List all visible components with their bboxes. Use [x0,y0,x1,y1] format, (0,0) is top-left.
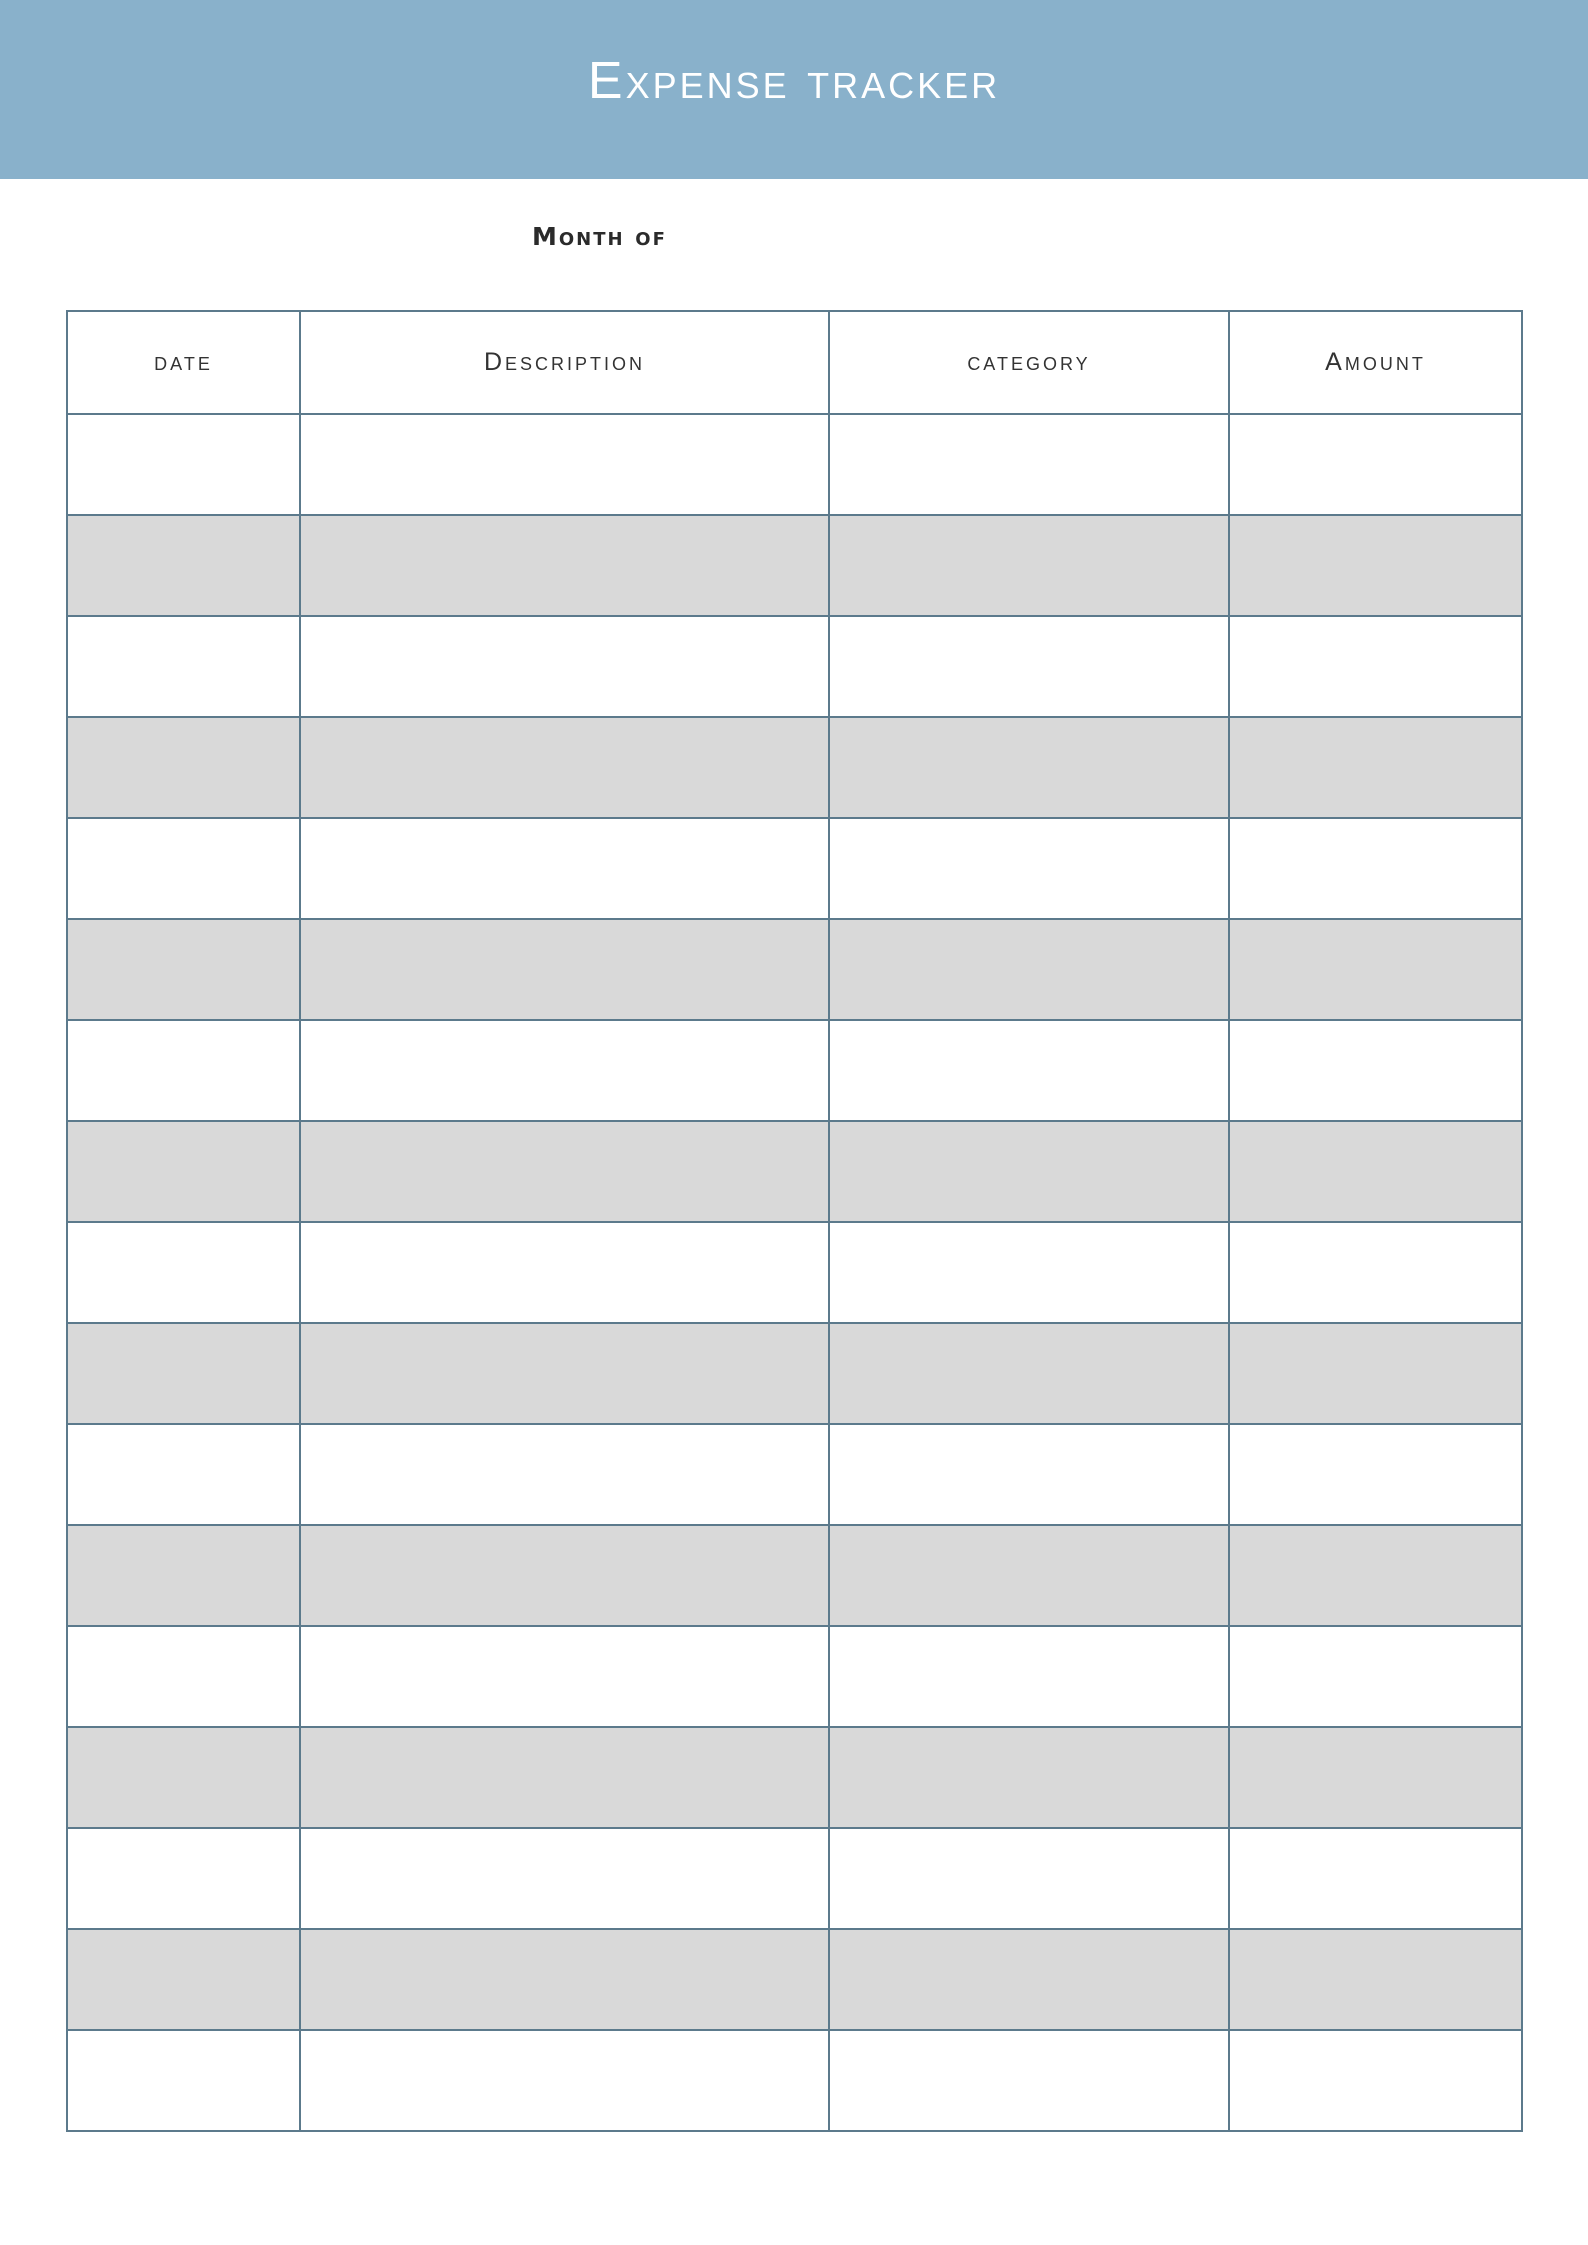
category-cell[interactable] [829,1323,1229,1424]
table-row [67,515,1522,616]
date-cell[interactable] [67,1626,300,1727]
description-cell[interactable] [300,1525,829,1626]
category-cell[interactable] [829,1828,1229,1929]
date-cell[interactable] [67,1727,300,1828]
category-cell[interactable] [829,1222,1229,1323]
column-header-description: Description [300,311,829,414]
category-cell[interactable] [829,2030,1229,2131]
description-cell[interactable] [300,1424,829,1525]
category-cell[interactable] [829,1020,1229,1121]
month-input[interactable] [700,218,1104,260]
description-cell[interactable] [300,1222,829,1323]
amount-cell[interactable] [1229,1727,1522,1828]
date-cell[interactable] [67,818,300,919]
date-cell[interactable] [67,919,300,1020]
table-row [67,414,1522,515]
category-cell[interactable] [829,1121,1229,1222]
description-cell[interactable] [300,515,829,616]
table-row [67,1626,1522,1727]
table-row [67,2030,1522,2131]
date-cell[interactable] [67,1323,300,1424]
category-cell[interactable] [829,616,1229,717]
category-cell[interactable] [829,1525,1229,1626]
table-header-row [67,311,1522,414]
date-cell[interactable] [67,1424,300,1525]
description-cell[interactable] [300,919,829,1020]
table-row [67,616,1522,717]
amount-cell[interactable] [1229,414,1522,515]
page-title: Expense tracker [587,52,1001,110]
amount-cell[interactable] [1229,616,1522,717]
table-body [67,414,1522,2131]
description-cell[interactable] [300,1020,829,1121]
amount-cell[interactable] [1229,1222,1522,1323]
table-row [67,1929,1522,2030]
description-cell[interactable] [300,1727,829,1828]
description-cell[interactable] [300,616,829,717]
month-label: Month of [532,222,667,251]
date-cell[interactable] [67,1020,300,1121]
date-cell[interactable] [67,1525,300,1626]
date-cell[interactable] [67,616,300,717]
date-cell[interactable] [67,2030,300,2131]
table-row [67,818,1522,919]
amount-cell[interactable] [1229,1121,1522,1222]
description-cell[interactable] [300,1626,829,1727]
table-row [67,1525,1522,1626]
category-cell[interactable] [829,1929,1229,2030]
description-cell[interactable] [300,2030,829,2131]
expense-table [66,310,1523,2132]
amount-cell[interactable] [1229,1929,1522,2030]
amount-cell[interactable] [1229,515,1522,616]
amount-cell[interactable] [1229,1525,1522,1626]
table-row [67,1222,1522,1323]
date-cell[interactable] [67,1121,300,1222]
category-cell[interactable] [829,414,1229,515]
date-cell[interactable] [67,717,300,818]
category-cell[interactable] [829,515,1229,616]
category-cell[interactable] [829,818,1229,919]
table-row [67,1424,1522,1525]
date-cell[interactable] [67,1929,300,2030]
description-cell[interactable] [300,1121,829,1222]
table-row [67,1121,1522,1222]
amount-cell[interactable] [1229,717,1522,818]
column-header-category: category [829,311,1229,414]
table-row [67,1323,1522,1424]
table-row [67,1727,1522,1828]
table-row [67,919,1522,1020]
date-cell[interactable] [67,1828,300,1929]
column-header-amount: Amount [1229,311,1522,414]
amount-cell[interactable] [1229,1424,1522,1525]
amount-cell[interactable] [1229,1828,1522,1929]
amount-cell[interactable] [1229,1323,1522,1424]
date-cell[interactable] [67,414,300,515]
category-cell[interactable] [829,1626,1229,1727]
description-cell[interactable] [300,818,829,919]
description-cell[interactable] [300,1323,829,1424]
table-row [67,1828,1522,1929]
table-row [67,1020,1522,1121]
description-cell[interactable] [300,717,829,818]
amount-cell[interactable] [1229,2030,1522,2131]
column-header-date: date [67,311,300,414]
description-cell[interactable] [300,1828,829,1929]
category-cell[interactable] [829,1727,1229,1828]
table-row [67,717,1522,818]
amount-cell[interactable] [1229,818,1522,919]
amount-cell[interactable] [1229,1626,1522,1727]
category-cell[interactable] [829,717,1229,818]
date-cell[interactable] [67,515,300,616]
amount-cell[interactable] [1229,1020,1522,1121]
amount-cell[interactable] [1229,919,1522,1020]
category-cell[interactable] [829,919,1229,1020]
date-cell[interactable] [67,1222,300,1323]
category-cell[interactable] [829,1424,1229,1525]
description-cell[interactable] [300,414,829,515]
description-cell[interactable] [300,1929,829,2030]
